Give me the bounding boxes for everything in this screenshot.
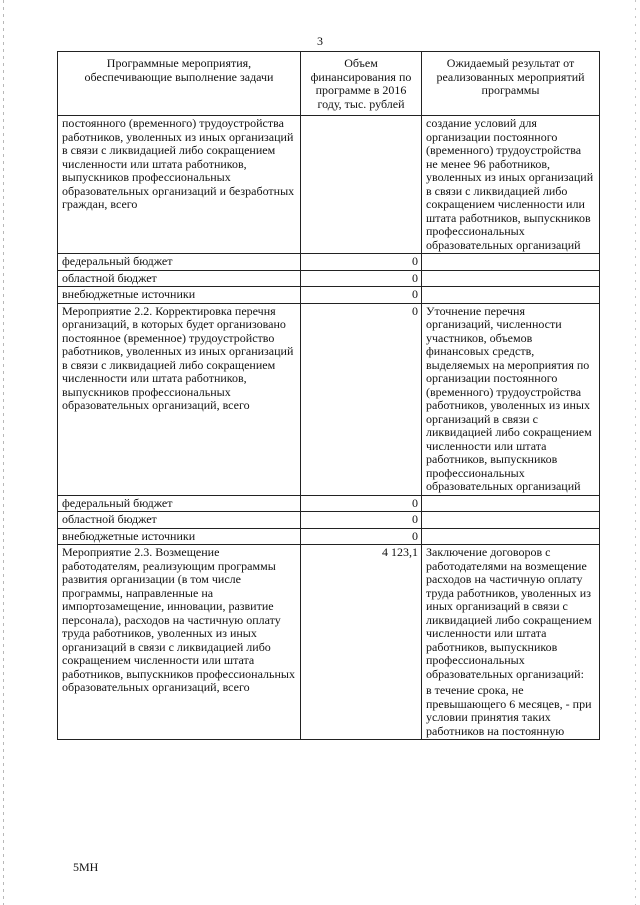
result-text-continued: в течение срока, не превышающего 6 месяцев, - при условии принятия таких работников на постоянную <box>426 683 592 738</box>
scan-edge-right <box>635 0 636 905</box>
page-number: 3 <box>317 34 323 48</box>
table-row <box>58 254 600 271</box>
amount-cell: 0 <box>301 303 422 495</box>
measure-cell: Мероприятие 2.3. Возмещение работодателям, реализующим программы развития организации (в том числе программы, направленные на импортозамещение, инновации, развитие персонала), расходов на частичную оплату труда работников, уволенных из иных организаций в связи с ликвидацией либо сокращением численности или штата работников, выпускников профессиональных образовательных организаций, всего <box>58 545 301 740</box>
measure-cell: постоянного (временного) трудоустройства работников, уволенных из иных организаций в связи с ликвидацией либо сокращением численности или штата работников, выпускников профессиональных образовательных организаций и безработных граждан, всего <box>58 116 301 254</box>
result-cell: создание условий для организации постоянного (временного) трудоустройства не менее 96 работников, уволенных из иных организаций в связи с ликвидацией либо сокращением численности или штата работников, выпускников профессиональных образовательных организаций <box>422 116 600 254</box>
amount-cell: 0 <box>301 495 422 512</box>
table-header-row <box>58 52 600 116</box>
result-cell <box>422 254 600 271</box>
result-cell <box>422 528 600 545</box>
table-row <box>58 495 600 512</box>
amount-cell <box>301 116 422 254</box>
table-row <box>58 287 600 304</box>
table-row <box>58 116 600 254</box>
table-row <box>58 528 600 545</box>
result-cell <box>422 270 600 287</box>
measure-cell: внебюджетные источники <box>58 287 301 304</box>
measure-cell: внебюджетные источники <box>58 528 301 545</box>
amount-cell: 4 123,1 <box>301 545 422 740</box>
table-row <box>58 512 600 529</box>
table-row <box>58 303 600 495</box>
measure-cell: областной бюджет <box>58 270 301 287</box>
header-measures: Программные мероприятия, обеспечивающие выполнение задачи <box>58 52 301 116</box>
measure-cell: областной бюджет <box>58 512 301 529</box>
table-row <box>58 270 600 287</box>
amount-cell: 0 <box>301 254 422 271</box>
scan-edge-left <box>3 0 4 905</box>
result-cell <box>422 512 600 529</box>
table-row <box>58 545 600 740</box>
result-cell <box>422 545 600 740</box>
measure-cell: федеральный бюджет <box>58 495 301 512</box>
header-result: Ожидаемый результат от реализованных мероприятий программы <box>422 52 600 116</box>
measure-cell: Мероприятие 2.2. Корректировка перечня организаций, в которых будет организовано постоянное (временное) трудоустройство работников, уволенных из иных организаций в связи с ликвидацией либо сокращением численности или штата работников, выпускников профессиональных образовательных организаций, всего <box>58 303 301 495</box>
result-cell: Уточнение перечня организаций, численности участников, объемов финансовых средств, выделяемых на мероприятия по организации постоянного (временного) трудоустройства работников, уволенных из иных организаций в связи с ликвидацией либо сокращением численности или штата работников, выпускников профессиональных образовательных организаций <box>422 303 600 495</box>
footer-code: 5МН <box>73 860 99 874</box>
amount-cell: 0 <box>301 287 422 304</box>
result-cell <box>422 495 600 512</box>
amount-cell: 0 <box>301 512 422 529</box>
program-table <box>57 51 600 740</box>
amount-cell: 0 <box>301 270 422 287</box>
amount-cell: 0 <box>301 528 422 545</box>
result-text: Заключение договоров с работодателями на возмещение расходов на частичную оплату труда работников, уволенных из иных организаций в связи с ликвидацией либо сокращением численности или штата работников, выпускников профессиональных образовательных организаций: <box>426 545 592 681</box>
result-cell <box>422 287 600 304</box>
header-funding: Объем финансирования по программе в 2016 году, тыс. рублей <box>301 52 422 116</box>
measure-cell: федеральный бюджет <box>58 254 301 271</box>
